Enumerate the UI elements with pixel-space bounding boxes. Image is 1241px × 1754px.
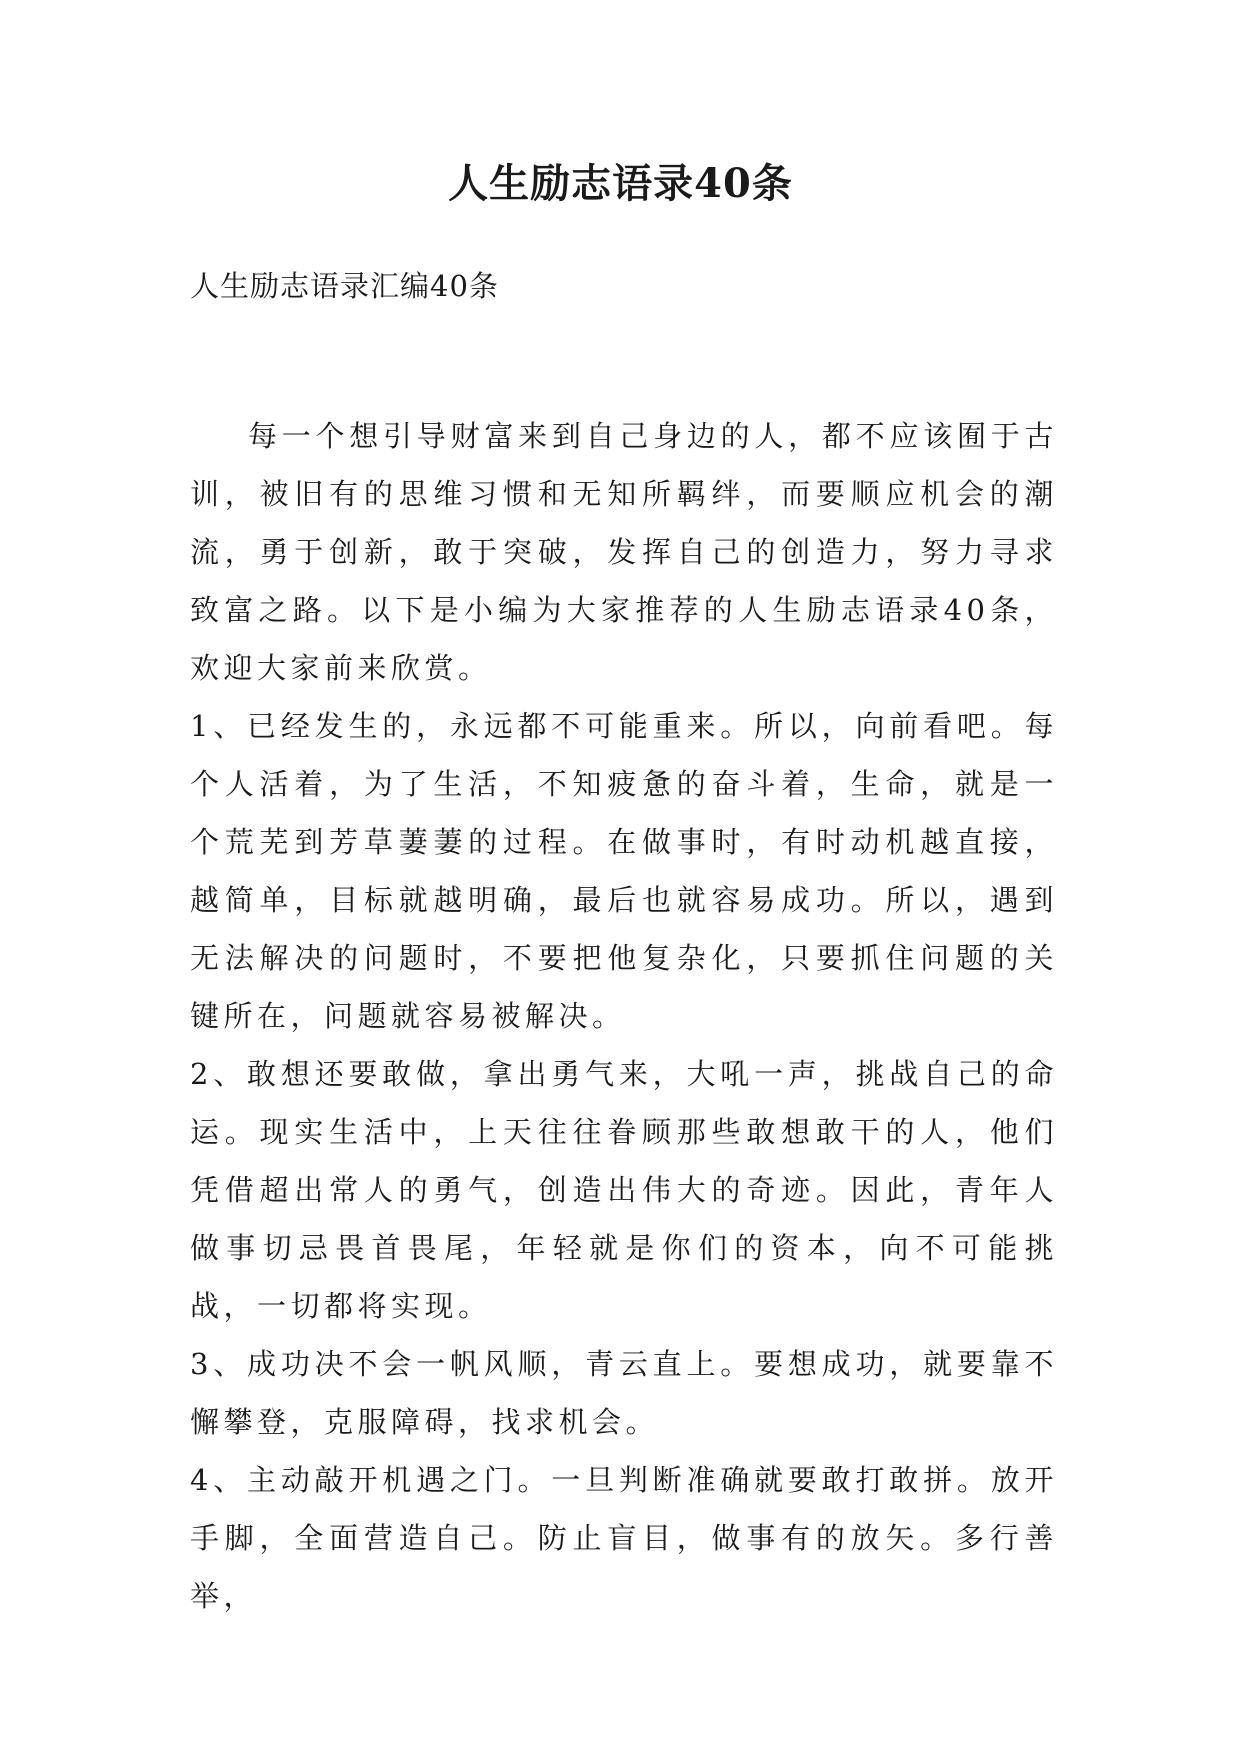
quote-item-1: 1、已经发生的，永远都不可能重来。所以，向前看吧。每个人活着，为了生活，不知疲惫的奋斗着，生命，就是一个荒芜到芳草萋萋的过程。在做事时，有时动机越直接，越简单，目标就越明确，最后也就容易成功。所以，遇到无法解决的问题时，不要把他复杂化，只要抓住问题的关键所在，问题就容易被解决。 [190, 709, 1058, 1033]
quote-item-3: 3、成功决不会一帆风顺，青云直上。要想成功，就要靠不懈攀登，克服障碍，找求机会。 [190, 1347, 1058, 1439]
quote-item-2: 2、敢想还要敢做，拿出勇气来，大吼一声，挑战自己的命运。现实生活中，上天往往眷顾那些敢想敢干的人，他们凭借超出常人的勇气，创造出伟大的奇迹。因此，青年人做事切忌畏首畏尾，年轻就是你们的资本，向不可能挑战，一切都将实现。 [190, 1057, 1058, 1323]
document-title: 人生励志语录40条 [448, 160, 793, 207]
intro-paragraph: 每一个想引导财富来到自己身边的人，都不应该囿于古训，被旧有的思维习惯和无知所羁绊，而要顺应机会的潮流，勇于创新，敢于突破，发挥自己的创造力，努力寻求致富之路。以下是小编为大家推荐的人生励志语录40条，欢迎大家前来欣赏。 [190, 419, 1058, 685]
document-body [190, 407, 1058, 1625]
quote-item-4: 4、主动敲开机遇之门。一旦判断准确就要敢打敢拼。放开手脚，全面营造自己。防止盲目，做事有的放矢。多行善举， [190, 1463, 1058, 1613]
document-subtitle: 人生励志语录汇编40条 [190, 269, 499, 303]
